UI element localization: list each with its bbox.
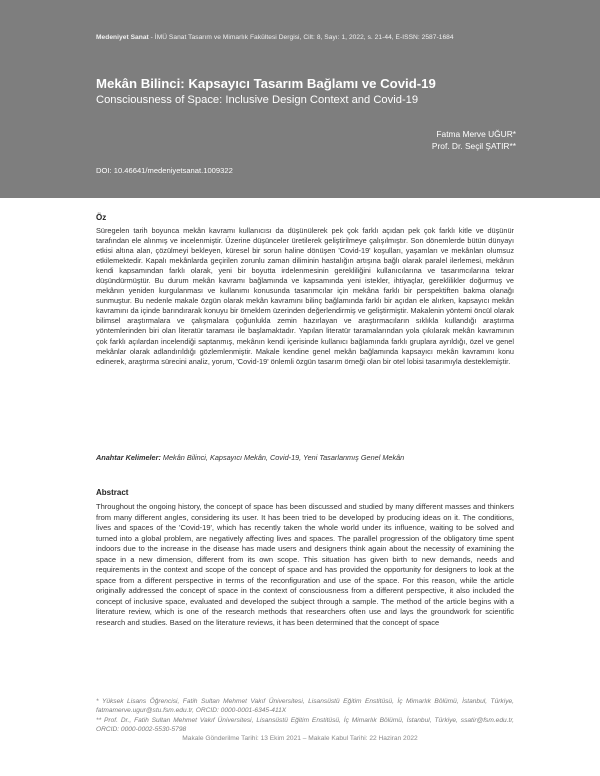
journal-name: Medeniyet Sanat: [96, 34, 149, 41]
abstract-tr-heading: Öz: [96, 213, 107, 222]
author-list: [432, 128, 516, 152]
keywords-label: Anahtar Kelimeler:: [96, 453, 161, 462]
keywords-list: Mekân Bilinci, Kapsayıcı Mekân, Covid-19, Yeni Tasarlanmış Genel Mekân: [160, 453, 405, 462]
author-footnotes: [96, 697, 514, 734]
abstract-en-heading: Abstract: [96, 488, 129, 497]
title-english: Consciousness of Space: Inclusive Design Context and Covid-19: [96, 94, 419, 106]
journal-details: - İMÜ Sanat Tasarım ve Mimarlık Fakültesi Dergisi, Cilt: 8, Sayı: 1, 2022, s. 21-44, E-ISSN: 2587-1684: [148, 34, 454, 41]
abstract-en-text: Throughout the ongoing history, the concept of space has been discussed and studied by many different masses and thinkers from many different angles, considering its user. It has been tried to be developed by producing ideas on it. The conditions, lives and spaces of the 'Covid-19', which has recently taken the whole world under its influence, waiting to be solved and turned into a global problem, are negatively affecting lives and spaces. The parallel progression of the obligatory time spent indoors due to the increase in the disease has made users and designers think again about the necessity of examining the space in a new dimension, different from its own scope. This situation has given birth to new demands, needs and requirements in the context and scope of the concept of space and has provided the opportunity for designers to look at the space from a different perspective in terms of the reconfiguration and use of the space. For this reason, while the article originally addressed the concept of space in the context of consciousness from a different perspective, it also included the concept of inclusive space, evaluated and developed the subject through a sample. The method of the article begins with a literature review, which is one of the research methods that researchers often use and lays the groundwork for scientific research and studies. Based on the literature reviews, it has been determined that the concept of space: [96, 502, 514, 628]
submission-dates: Makale Gönderilme Tarihi: 13 Ekim 2021 – Makale Kabul Tarihi: 22 Haziran 2022: [182, 735, 418, 742]
footnote-2: ** Prof. Dr., Fatih Sultan Mehmet Vakıf Üniversitesi, Lisansüstü Eğitim Enstitüsü, İç Mimarlık Bölümü, İstanbul, Türkiye, ssatir@fsm.edu.tr, ORCID: 0000-0002-5530-5798: [96, 716, 514, 733]
title-turkish: Mekân Bilinci: Kapsayıcı Tasarım Bağlamı ve Covid-19: [96, 76, 436, 91]
doi-link[interactable]: DOI: 10.46641/medeniyetsanat.1009322: [96, 166, 233, 175]
footnote-1: * Yüksek Lisans Öğrencisi, Fatih Sultan Mehmet Vakıf Üniversitesi, Lisansüstü Eğitim Enstitüsü, İç Mimarlık Bölümü, İstanbul, Türkiye, fatmamerve.ugur@stu.fsm.edu.tr, ORCID: 0000-0001-6345-411X: [96, 698, 514, 715]
keywords-line: [96, 453, 404, 462]
author-1: Fatma Merve UĞUR*: [436, 129, 516, 139]
article-header-band: [0, 0, 600, 198]
journal-info: [96, 34, 454, 41]
author-2: Prof. Dr. Seçil ŞATIR**: [431, 141, 516, 151]
abstract-tr-text: Süregelen tarih boyunca mekân kavramı kullanıcısı da düşünülerek pek çok farklı açıdan pek çok farklı kitle ve düşünür tarafından ele alınmış ve incelenmiştir. Üzerine düşünceler üretilerek geliştirilmeye çalışılmıştır. Son dönemlerde bütün dünyayı etkisi altına alan, çözülmeyi bekleyen, küresel bir sorun haline dönüşen 'Covid-19' koşulları, yaşamları ve mekânları olumsuz etkilemektedir. Kapalı mekânlarda geçirilen zorunlu zaman diliminin hastalığın artışına bağlı olarak paralel ilerlemesi, mekânın kendi kapsamından farklı olarak, yeni bir boyutta irdelenmesinin gerekliliğini kullanıcılarına ve tasarımcılarına tekrar düşündürmüştür. Bu durum mekân kavramı bağlamında ve kapsamında yeni istekler, ihtiyaçlar, gereklilikler doğurmuş ve mekânın yeniden kurgulanması ve kullanımı konusunda tasarımcılar için mekâna farklı bir perspektiften bakma olanağı sunmuştur. Bu nedenle makale özgün olarak mekân kavramını bilinç bağlamında farklı bir açıdan ele alırken, kapsayıcı mekân kavramını da içinde barındırarak konuyu bir örneklem üzerinden değerlendirmiş ve geliştirmiştir. Makalenin yöntemi öncül olarak bilimsel araştırmalara ve çalışmalara çoğunlukla zemin hazırlayan ve araştırmacıların sıklıkla kullandığı araştırma yöntemlerinden biri olan literatür taraması ile başlamaktadır. Yapılan literatür taramalarından yola çıkılarak mekân kavramının çok farklı açılardan incelendiği saptanmış, mekânın kendi içerisinde kullanıcı bağlamında farklı gruplara ayrıldığı, özel ve genel mekânlar olarak adlandırıldığı gözlemlenmiştir. Makale kendine genel mekân bağlamında kapsayıcı mekân kavramını konu edinerek, araştırma sürecini analiz, yorum, 'Covid-19' önlemli özgün tasarım örneği olan bir otel lobisi tasarımıyla desteklemiştir.: [96, 226, 514, 366]
